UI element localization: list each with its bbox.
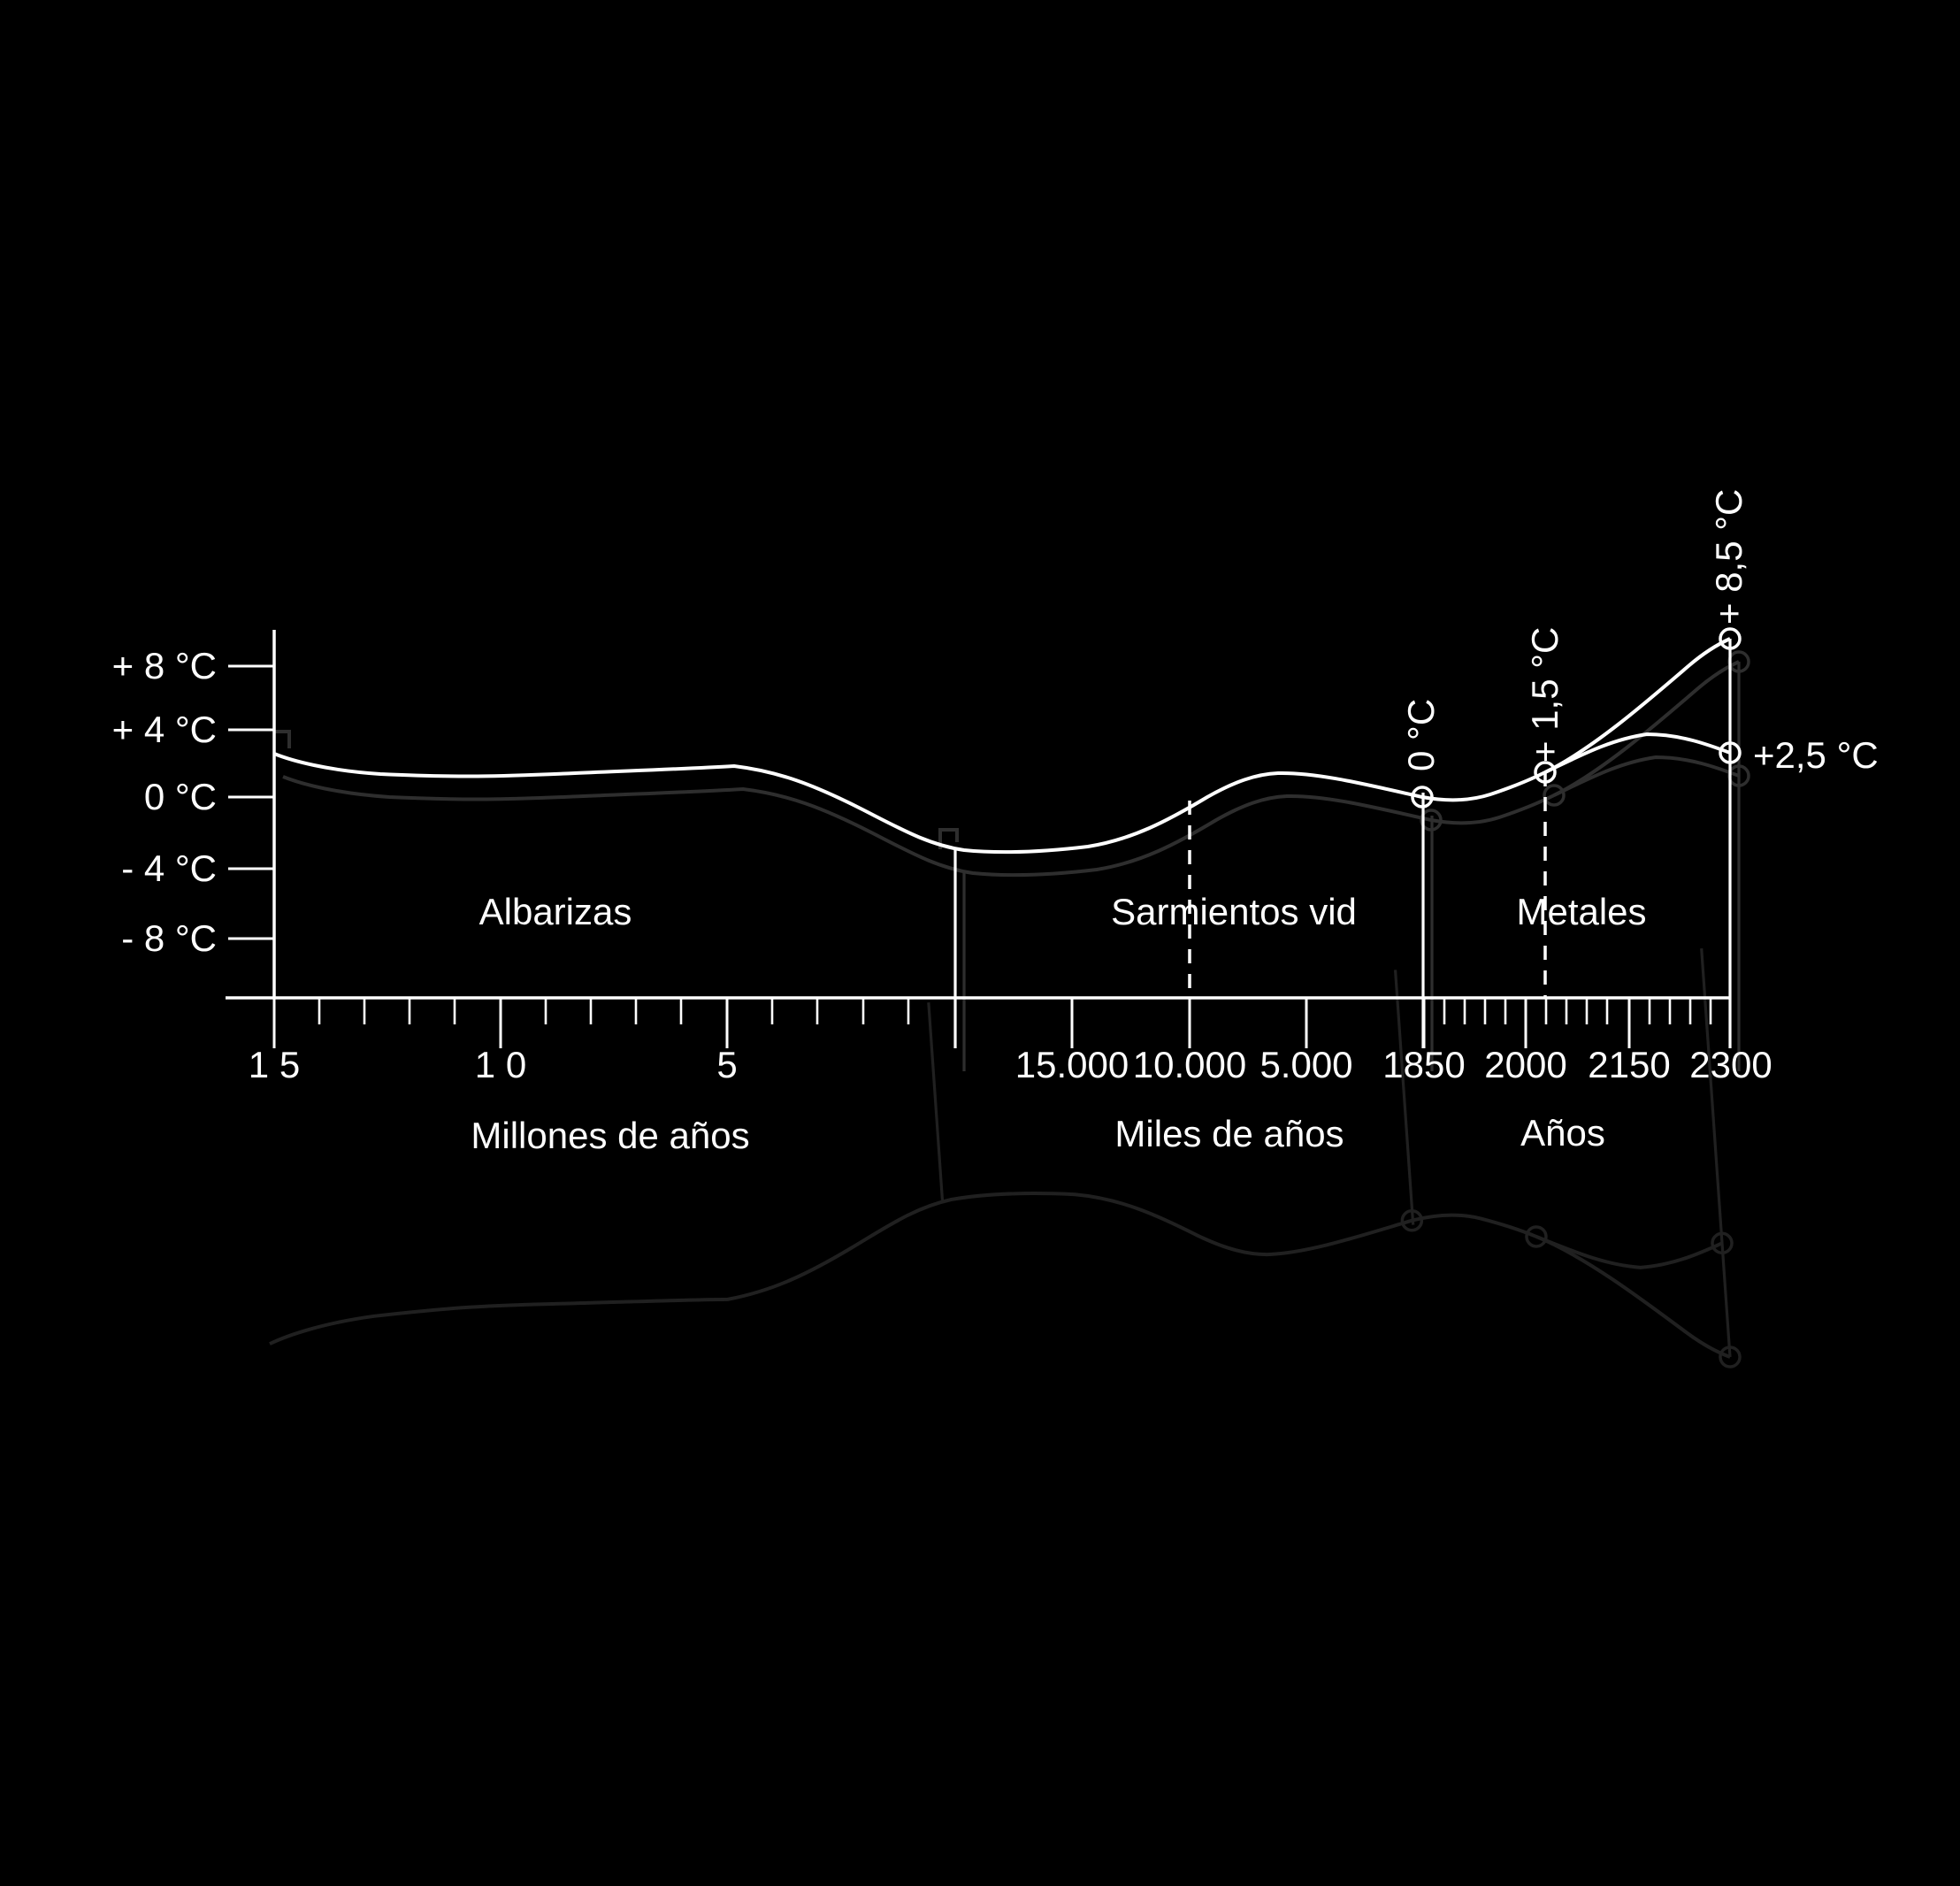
x-tick-2000: 2000 [1484,1044,1567,1085]
x-tick-2150: 2150 [1588,1044,1671,1085]
annotation-plus-8-5c: + 8,5 °C [1708,488,1749,625]
y-tick-label-minus8: - 8 °C [121,917,217,959]
x-tick-15000: 15.000 [1014,1044,1129,1085]
y-tick-label-zero: 0 °C [143,776,217,817]
x-tick-15my: 1 5 [248,1044,301,1085]
x-axis-tick-labels [249,1044,1772,1085]
annotation-plus-2-5c: +2,5 °C [1753,734,1879,776]
x-axis-section-labels [471,1112,1604,1156]
y-axis-ticks [228,666,274,939]
x-tick-2300: 2300 [1689,1044,1772,1085]
region-labels [479,891,1647,932]
y-axis-labels [112,645,217,959]
section-label-miles: Miles de años [1114,1113,1344,1154]
x-axis-minor-ticks [319,998,1711,1024]
annotation-plus-1-5c: + 1,5 °C [1524,626,1566,763]
x-tick-5000: 5.000 [1259,1044,1353,1085]
region-label-sarmientos: Sarmientos vid [1111,891,1357,932]
reflection-layer [249,947,1741,1468]
section-label-millones: Millones de años [471,1115,750,1156]
region-label-metales: Metales [1516,891,1647,932]
point-annotations [1400,489,1879,776]
section-label-anos: Años [1520,1112,1605,1154]
region-label-albarizas: Albarizas [479,891,632,932]
main-figure-layer [274,626,1740,1048]
x-tick-5my: 5 [716,1044,738,1085]
echo-start-step [274,732,289,748]
x-tick-10000: 10.000 [1132,1044,1247,1085]
x-axis-major-ticks [274,998,1730,1048]
y-tick-label-minus4: - 4 °C [121,847,217,889]
x-tick-1850: 1850 [1382,1044,1466,1085]
y-tick-label-plus4: + 4 °C [111,709,217,750]
x-tick-10my: 1 0 [474,1044,527,1085]
annotation-0c: 0 °C [1400,698,1442,771]
y-tick-label-plus8: + 8 °C [111,645,217,686]
